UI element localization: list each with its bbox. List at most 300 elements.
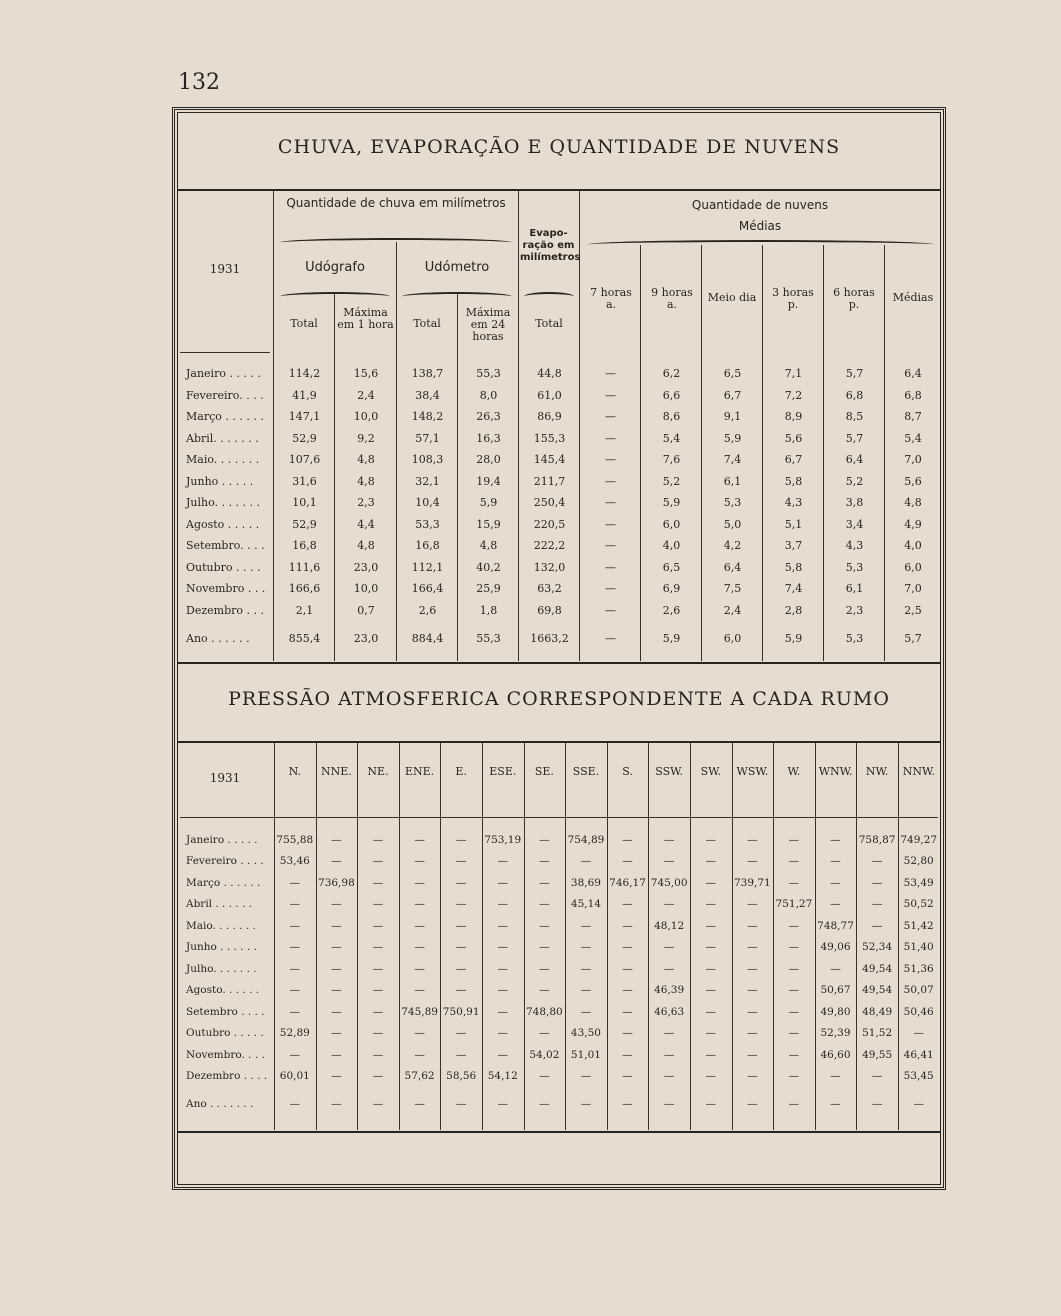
cell: —	[455, 941, 467, 954]
table-row	[178, 428, 941, 450]
cell: —	[455, 1048, 467, 1061]
table-row	[178, 471, 941, 493]
clouds-sub-header: Médias	[738, 219, 782, 233]
cell: —	[705, 833, 716, 846]
cell: —	[414, 1048, 425, 1061]
cell: —	[747, 855, 758, 868]
table2-title: PRESSÃO ATMOSFERICA CORRESPONDENTE A CADA RUMO	[228, 688, 890, 710]
cell: —	[747, 1027, 758, 1040]
cell: 53,45	[903, 1070, 934, 1083]
col-total-evap: Total	[535, 317, 563, 330]
cell: 15,6	[353, 367, 379, 381]
cell: —	[539, 984, 550, 997]
cell: 26,3	[476, 410, 501, 424]
cell: —	[580, 1098, 592, 1110]
table-row	[178, 872, 940, 894]
cell: —	[414, 962, 425, 975]
cell: 132,0	[533, 560, 566, 574]
month-label: Junho . . . . .	[186, 474, 254, 488]
month-label: Setembro . . . .	[186, 1005, 265, 1018]
cell: —	[788, 919, 800, 932]
cell: 10,4	[415, 496, 440, 510]
cell: 4,3	[784, 496, 803, 510]
cell: 108,3	[411, 453, 444, 467]
cell: —	[788, 876, 800, 889]
month-label: Dezembro . . . .	[186, 1070, 268, 1083]
cell: —	[622, 984, 633, 997]
cell: 748,80	[525, 1005, 563, 1018]
cell: 49,80	[820, 1005, 851, 1018]
cell: —	[830, 962, 841, 975]
cell: —	[289, 919, 301, 932]
direction-header: W.	[787, 765, 801, 778]
cell: 53,3	[415, 517, 440, 531]
page-number: 132	[178, 70, 220, 95]
cell: 6,1	[845, 582, 864, 596]
cell: 750,91	[442, 1005, 480, 1018]
cell: 46,39	[654, 984, 685, 997]
cell: —	[605, 496, 616, 510]
cell: 52,89	[279, 1027, 310, 1040]
cell: 6,4	[723, 560, 742, 574]
cell: 40,2	[476, 560, 501, 574]
cell: 7,2	[784, 388, 803, 402]
cell: —	[788, 855, 800, 868]
cell: 107,6	[288, 453, 321, 467]
cell: 52,34	[862, 941, 893, 954]
table2-year: 1931	[209, 771, 241, 785]
cell: —	[289, 941, 301, 954]
cell: —	[622, 855, 633, 868]
cell: 2,8	[784, 603, 803, 617]
cell: —	[663, 833, 675, 846]
cell: —	[605, 431, 616, 445]
cell: —	[331, 1005, 342, 1018]
col-9h: 9 horas a.	[651, 286, 693, 311]
month-label: Janeiro . . . . .	[186, 833, 258, 846]
cell: —	[372, 919, 384, 932]
cell: 739,71	[733, 876, 771, 889]
cell: 145,4	[533, 453, 566, 467]
cell: —	[747, 984, 758, 997]
cell: —	[539, 962, 550, 975]
cell: —	[289, 898, 301, 911]
udometro-header: Udómetro	[424, 260, 490, 275]
cell: —	[372, 962, 384, 975]
cell: 52,9	[292, 431, 317, 445]
cell: —	[605, 539, 616, 553]
cell: 2,4	[723, 603, 742, 617]
cell: 86,9	[537, 410, 562, 424]
cell: 16,8	[415, 539, 440, 553]
cell: —	[289, 962, 301, 975]
month-label: Fevereiro . . . .	[186, 855, 264, 868]
cell: —	[747, 1070, 758, 1083]
cell: —	[497, 984, 509, 997]
cell: 51,40	[903, 941, 934, 954]
cell: —	[705, 855, 716, 868]
cell: 148,2	[411, 410, 444, 424]
cell: 5,9	[662, 631, 681, 645]
cell: 54,12	[487, 1070, 518, 1083]
direction-header: SE.	[534, 765, 554, 778]
table-row	[178, 829, 940, 851]
cell: —	[372, 855, 384, 868]
cell: —	[605, 517, 616, 531]
cell: 166,4	[411, 582, 444, 596]
cell: 5,2	[662, 474, 681, 488]
cell: —	[830, 1098, 841, 1110]
cell: —	[414, 941, 425, 954]
month-label: Novembro. . . .	[186, 1048, 265, 1061]
table-row	[178, 915, 940, 937]
cell: 758,87	[858, 833, 896, 846]
cell: —	[663, 941, 675, 954]
cell: 15,9	[476, 517, 501, 531]
cell: —	[605, 388, 616, 402]
cell: —	[497, 962, 509, 975]
header-rule	[180, 817, 938, 819]
cell: 6,5	[723, 367, 742, 381]
cell: 138,7	[411, 367, 444, 381]
cell: —	[372, 1070, 384, 1083]
direction-header: SW.	[700, 765, 721, 778]
cell: 114,2	[288, 367, 321, 381]
cell: 166,6	[288, 582, 321, 596]
cell: 46,41	[903, 1048, 934, 1061]
cell: —	[372, 1098, 384, 1110]
cell: —	[372, 941, 384, 954]
cell: —	[289, 1048, 301, 1061]
cell: —	[414, 898, 425, 911]
cell: 49,06	[820, 941, 851, 954]
cell: 49,54	[862, 984, 893, 997]
direction-header: NW.	[865, 765, 889, 778]
cell: 8,0	[479, 388, 498, 402]
cell: 2,3	[845, 603, 864, 617]
table-row	[178, 385, 941, 407]
rain-group-header: Quantidade de chuva em milímetros	[286, 196, 506, 210]
cell: 6,4	[845, 453, 864, 467]
cell: —	[871, 898, 883, 911]
cell: —	[747, 1048, 758, 1061]
cell: 8,9	[784, 410, 803, 424]
cell: —	[871, 1070, 883, 1083]
udografo-header: Udógrafo	[305, 260, 365, 275]
cell: —	[414, 919, 425, 932]
table-row	[178, 557, 941, 579]
month-label: Março . . . . . .	[186, 876, 261, 889]
cell: 112,1	[411, 560, 444, 574]
cell: —	[331, 1070, 342, 1083]
cell: 1,8	[479, 603, 498, 617]
cell: —	[830, 833, 841, 846]
cell: —	[605, 631, 616, 645]
cell: 2,6	[418, 603, 437, 617]
cell: 5,6	[784, 431, 803, 445]
cell: 5,9	[723, 431, 742, 445]
cell: 250,4	[533, 496, 566, 510]
table-row	[178, 363, 941, 385]
cell: 48,12	[654, 919, 685, 932]
cell: 38,69	[570, 876, 601, 889]
cell: 5,8	[784, 474, 803, 488]
cell: —	[331, 833, 342, 846]
cell: 5,1	[784, 517, 803, 531]
cell: 6,4	[904, 367, 922, 381]
month-label: Janeiro . . . . .	[186, 367, 261, 381]
cell: 44,8	[537, 367, 562, 381]
table-row	[178, 492, 941, 514]
cell: 43,50	[570, 1027, 601, 1040]
cell: 6,8	[845, 388, 864, 402]
cell: —	[455, 1027, 467, 1040]
cell: —	[788, 1027, 800, 1040]
cell: 8,6	[662, 410, 681, 424]
cell: 4,4	[357, 517, 375, 531]
cell: —	[705, 898, 716, 911]
month-label: Dezembro . . .	[186, 603, 264, 617]
cell: —	[497, 1048, 509, 1061]
cell: 2,1	[295, 603, 314, 617]
cell: —	[580, 855, 592, 868]
col-total-udografo: Total	[290, 317, 318, 330]
cell: 52,9	[292, 517, 317, 531]
cell: —	[289, 876, 301, 889]
cell: 4,8	[357, 453, 375, 467]
table-row	[178, 980, 940, 1002]
table1-bottom-rule	[178, 662, 940, 664]
cell: —	[605, 603, 616, 617]
cell: 31,6	[292, 474, 317, 488]
cell: —	[871, 1098, 883, 1110]
cell: —	[830, 855, 841, 868]
cell: —	[372, 1005, 384, 1018]
cell: 6,7	[723, 388, 742, 402]
udometro-brace	[402, 292, 512, 301]
cell: —	[414, 833, 425, 846]
col-max-24h: Máxima em 24 horas	[465, 306, 511, 343]
cell: 6,7	[784, 453, 803, 467]
cell: 23,0	[353, 631, 379, 645]
cell: 5,7	[904, 631, 922, 645]
cell: 5,3	[845, 560, 864, 574]
cell: —	[747, 833, 758, 846]
table-row	[178, 1044, 940, 1066]
cell: —	[622, 919, 633, 932]
cell: 4,8	[479, 539, 498, 553]
cell: —	[580, 962, 592, 975]
direction-header: ESE.	[489, 765, 517, 778]
cell: 8,7	[904, 410, 922, 424]
cell: 7,6	[662, 453, 681, 467]
table-row	[178, 1087, 940, 1121]
cell: 222,2	[533, 539, 566, 553]
table-row	[178, 514, 941, 536]
table-row	[178, 1066, 940, 1088]
cell: 69,8	[537, 603, 562, 617]
cell: 7,0	[904, 582, 922, 596]
cell: 5,9	[662, 496, 681, 510]
cell: 28,0	[476, 453, 501, 467]
cell: —	[372, 1048, 384, 1061]
cell: —	[289, 1098, 301, 1110]
cell: —	[605, 560, 616, 574]
cell: —	[788, 962, 800, 975]
cell: —	[455, 984, 467, 997]
cell: 5,3	[845, 631, 864, 645]
cell: —	[705, 1070, 716, 1083]
rain-brace	[280, 238, 512, 247]
table1-year: 1931	[209, 262, 241, 276]
col-max-1h: Máxima em 1 hora	[337, 306, 394, 331]
cell: 5,2	[845, 474, 864, 488]
cell: —	[497, 919, 509, 932]
cell: 49,55	[862, 1048, 893, 1061]
cell: —	[331, 1048, 342, 1061]
table-row	[178, 406, 941, 428]
cell: —	[539, 855, 550, 868]
cell: 23,0	[353, 560, 379, 574]
cell: —	[331, 898, 342, 911]
cell: 58,56	[446, 1070, 477, 1083]
cell: —	[622, 962, 633, 975]
cell: 6,2	[662, 367, 681, 381]
month-label: Setembro. . . .	[186, 539, 265, 553]
cell: 51,01	[570, 1048, 601, 1061]
cell: —	[580, 919, 592, 932]
cell: —	[871, 919, 883, 932]
direction-header: WSW.	[736, 765, 769, 778]
cell: 19,4	[476, 474, 501, 488]
cell: 4,0	[904, 539, 922, 553]
cell: —	[331, 1027, 342, 1040]
cell: 754,89	[567, 833, 605, 846]
cell: 147,1	[288, 410, 321, 424]
cell: —	[331, 941, 342, 954]
cell: 751,27	[775, 898, 813, 911]
cell: —	[705, 1005, 716, 1018]
cell: —	[622, 898, 633, 911]
cell: —	[705, 984, 716, 997]
cell: 25,9	[476, 582, 501, 596]
cell: 5,4	[662, 431, 681, 445]
cell: 8,5	[845, 410, 864, 424]
cell: —	[663, 1098, 675, 1110]
cell: —	[747, 1098, 758, 1110]
cell: —	[705, 941, 716, 954]
cell: 855,4	[288, 631, 321, 645]
month-label: Novembro . . .	[186, 582, 266, 596]
table-row	[178, 894, 940, 916]
cell: 6,6	[662, 388, 681, 402]
cell: 57,1	[415, 431, 440, 445]
cell: 7,4	[784, 582, 803, 596]
cell: —	[331, 919, 342, 932]
cell: 55,3	[476, 367, 501, 381]
cell: —	[331, 1098, 342, 1110]
cell: 0,7	[357, 603, 375, 617]
cell: —	[289, 984, 301, 997]
month-label: Junho . . . . . .	[186, 941, 257, 954]
month-label: Ano . . . . . .	[186, 631, 250, 645]
cell: —	[331, 962, 342, 975]
cell: 52,80	[903, 855, 934, 868]
cell: —	[622, 1048, 633, 1061]
col-meio-dia: Meio dia	[707, 291, 757, 304]
cell: —	[539, 1070, 550, 1083]
month-label: Agosto . . . . .	[186, 517, 260, 531]
cell: —	[830, 898, 841, 911]
cell: —	[788, 833, 800, 846]
cell: 749,27	[900, 833, 938, 846]
col-6h: 6 horas p.	[833, 286, 875, 311]
month-label: Outubro . . . .	[186, 560, 261, 574]
cell: —	[830, 1070, 841, 1083]
month-label: Maio. . . . . . .	[186, 919, 256, 932]
cell: 4,8	[357, 474, 375, 488]
udografo-brace	[280, 292, 390, 301]
cell: —	[663, 898, 675, 911]
cell: —	[605, 582, 616, 596]
month-label: Fevereiro. . . .	[186, 388, 264, 402]
cell: —	[414, 876, 425, 889]
cell: 3,4	[845, 517, 864, 531]
cell: 46,60	[820, 1048, 851, 1061]
cell: 6,9	[662, 582, 681, 596]
table2-top-rule	[178, 741, 940, 743]
cell: 745,89	[401, 1005, 438, 1018]
cell: —	[705, 962, 716, 975]
cell: —	[539, 941, 550, 954]
cell: —	[331, 855, 342, 868]
cell: 5,4	[904, 431, 922, 445]
col-medias: Médias	[892, 291, 934, 304]
cell: 748,77	[817, 919, 854, 932]
cell: —	[455, 1098, 467, 1110]
cell: 10,1	[292, 496, 317, 510]
cell: —	[705, 1098, 716, 1110]
cell: 9,1	[723, 410, 742, 424]
cell: —	[663, 1048, 675, 1061]
rain-table	[178, 363, 941, 655]
cell: —	[622, 1005, 633, 1018]
cell: —	[705, 919, 716, 932]
cell: 884,4	[411, 631, 444, 645]
clouds-brace	[588, 240, 934, 249]
cell: —	[414, 1098, 425, 1110]
table-row	[178, 578, 941, 600]
cell: —	[788, 1070, 800, 1083]
cell: 7,0	[904, 453, 922, 467]
cell: 50,46	[903, 1005, 934, 1018]
cell: —	[539, 1027, 550, 1040]
cell: 2,4	[357, 388, 375, 402]
direction-header: WNW.	[818, 765, 853, 778]
month-label: Julho. . . . . . .	[186, 496, 260, 510]
table-row	[178, 1001, 940, 1023]
cell: —	[539, 1098, 550, 1110]
cell: 5,0	[723, 517, 742, 531]
cell: 63,2	[537, 582, 562, 596]
direction-header: NNW.	[902, 765, 935, 778]
cell: 50,67	[820, 984, 851, 997]
cell: —	[705, 876, 716, 889]
table-row	[178, 449, 941, 471]
cell: 211,7	[533, 474, 566, 488]
cell: 2,6	[662, 603, 681, 617]
cell: —	[414, 984, 425, 997]
